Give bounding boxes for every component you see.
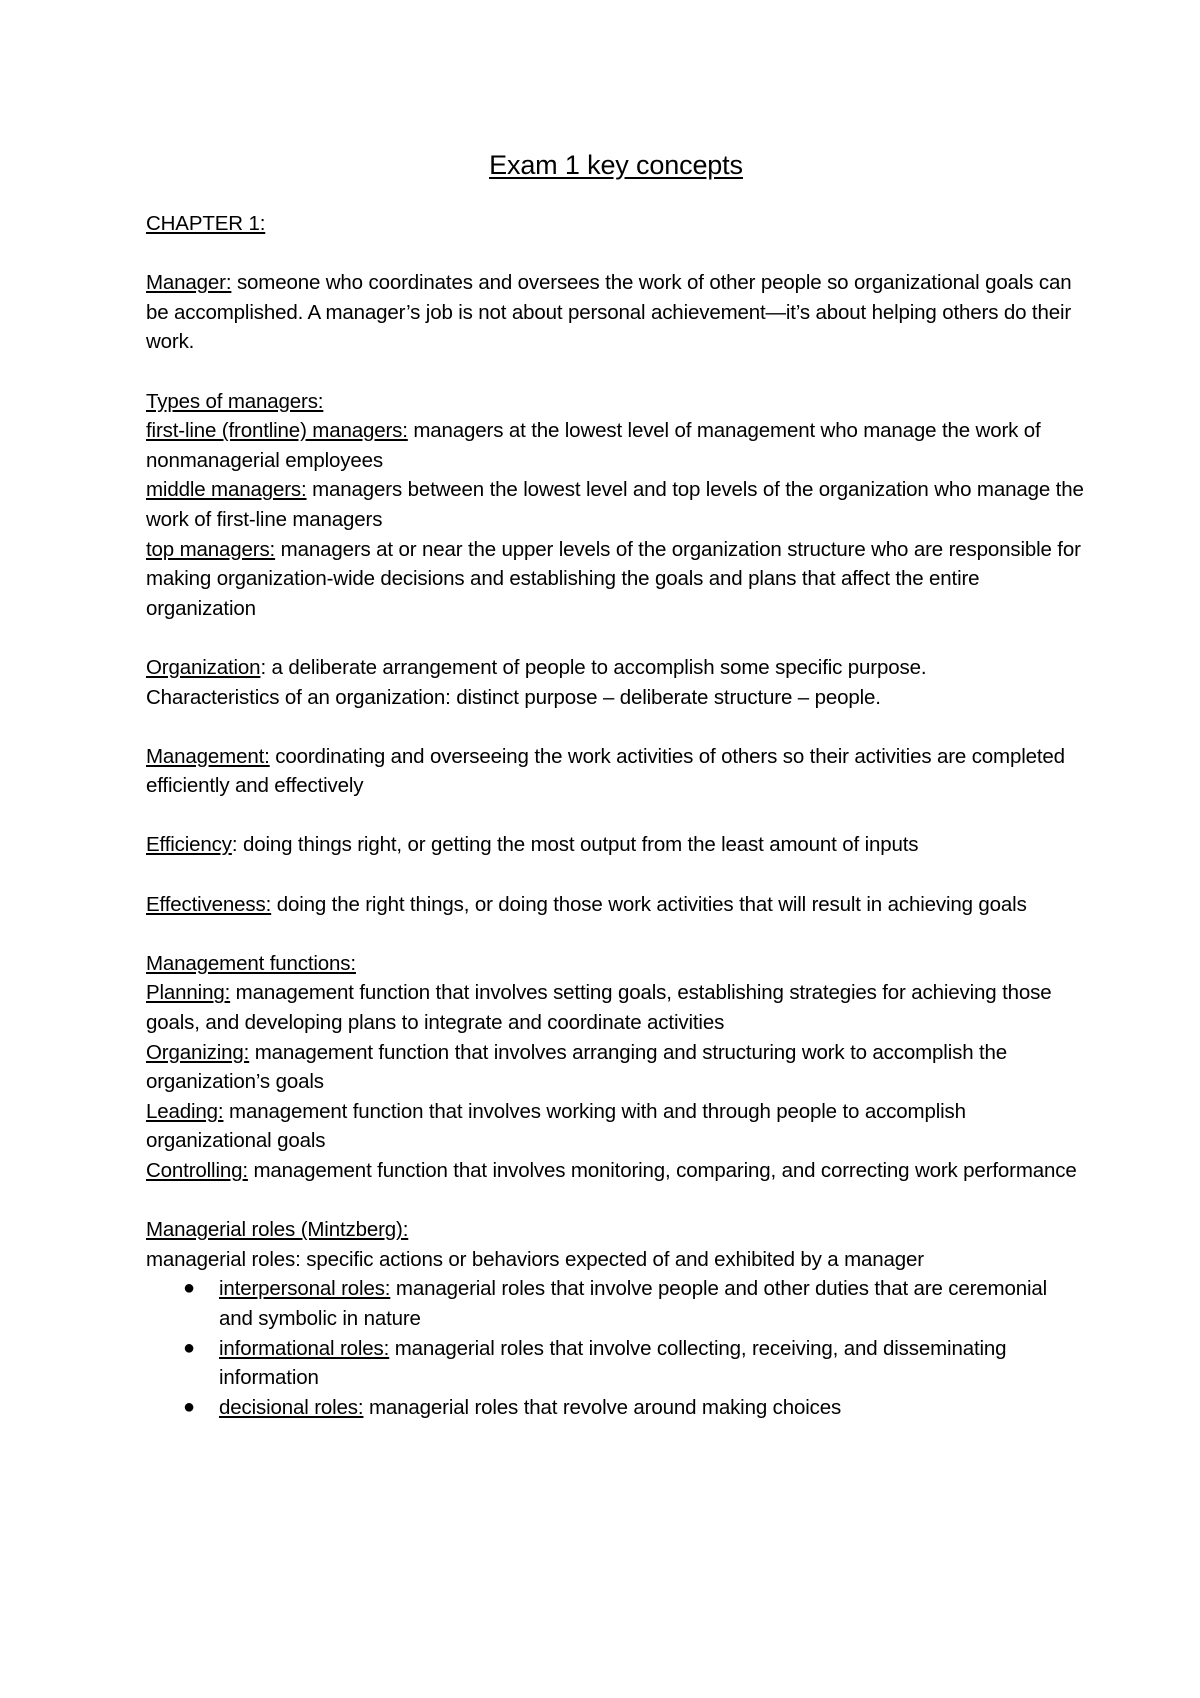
function-term: Planning:	[146, 981, 231, 1005]
types-heading-label: Types of managers:	[146, 389, 324, 413]
type-term: top managers:	[146, 537, 276, 561]
functions-heading	[146, 949, 1086, 979]
organization-definition	[146, 653, 1086, 683]
spacer	[146, 919, 1086, 949]
function-text: management function that involves monitoring, comparing, and correcting work performance	[247, 1159, 1077, 1182]
management-definition	[146, 742, 1086, 801]
function-controlling	[146, 1156, 1086, 1186]
management-text: coordinating and overseeing the work activities of others so their activities are completed efficiently and effectively	[146, 744, 1065, 798]
types-heading	[146, 387, 1086, 417]
manager-term: Manager:	[146, 271, 232, 295]
organization-characteristics: Characteristics of an organization: distinct purpose – deliberate structure – people.	[146, 685, 881, 709]
effectiveness-definition	[146, 890, 1086, 920]
spacer	[146, 860, 1086, 890]
function-planning	[146, 978, 1086, 1037]
spacer	[146, 239, 1086, 269]
spacer	[146, 712, 1086, 742]
type-first-line	[146, 416, 1086, 475]
roles-intro: managerial roles: specific actions or behaviors expected of and exhibited by a manager	[146, 1247, 924, 1271]
role-term: informational roles:	[219, 1336, 390, 1360]
type-text: managers between the lowest level and top levels of the organization who manage the work of first-line managers	[146, 478, 1084, 531]
type-top	[146, 535, 1086, 624]
document-title: Exam 1 key concepts	[489, 150, 743, 180]
bullet-icon: ●	[183, 1395, 195, 1418]
chapter-label: CHAPTER 1:	[146, 212, 266, 235]
organization-term: Organization	[146, 655, 261, 679]
function-text: management function that involves arranging and structuring work to accomplish the organization’s goals	[146, 1040, 1008, 1094]
function-term: Leading:	[146, 1099, 224, 1123]
list-item	[183, 1393, 1086, 1423]
roles-list	[146, 1274, 1086, 1422]
type-term: middle managers:	[146, 478, 307, 502]
organization-text: : a deliberate arrangement of people to accomplish some specific purpose.	[260, 655, 927, 679]
spacer	[146, 623, 1086, 653]
type-text: managers at the lowest level of management who manage the work of nonmanagerial employees	[146, 419, 1041, 472]
bullet-icon: ●	[183, 1336, 195, 1359]
function-text: management function that involves working with and through people to accomplish organizational goals	[146, 1099, 966, 1153]
function-term: Controlling:	[146, 1159, 248, 1182]
efficiency-text: : doing things right, or getting the most output from the least amount of inputs	[231, 833, 919, 857]
bullet-icon: ●	[183, 1277, 195, 1300]
management-term: Management:	[146, 744, 270, 768]
type-middle	[146, 475, 1086, 534]
function-organizing	[146, 1038, 1086, 1097]
manager-text: someone who coordinates and oversees the work of other people so organizational goals can be accomplished. A manager’s job is not about personal achievement—it’s about helping others do their work.	[146, 271, 1072, 354]
document-page	[146, 147, 1086, 1422]
type-term: first-line (frontline) managers:	[146, 419, 408, 443]
list-item	[183, 1274, 1086, 1333]
effectiveness-term: Effectiveness:	[146, 892, 272, 916]
type-text: managers at or near the upper levels of the organization structure who are responsible for making organization-wide decisions and establishing the goals and plans that affect the entire organization	[146, 537, 1081, 620]
functions-heading-label: Management functions:	[146, 951, 356, 975]
function-term: Organizing:	[146, 1040, 250, 1064]
manager-definition	[146, 268, 1086, 357]
roles-heading	[146, 1215, 1086, 1245]
effectiveness-text: doing the right things, or doing those work activities that will result in achieving goals	[271, 892, 1027, 916]
role-text: managerial roles that revolve around making choices	[363, 1395, 842, 1419]
spacer	[146, 1186, 1086, 1216]
role-text: managerial roles that involve people and other duties that are ceremonial and symbolic in nature	[219, 1277, 1048, 1330]
efficiency-definition	[146, 830, 1086, 860]
role-term: interpersonal roles:	[219, 1277, 391, 1301]
spacer	[146, 357, 1086, 387]
chapter-heading	[146, 209, 1086, 239]
efficiency-term: Efficiency	[146, 833, 232, 857]
spacer	[146, 801, 1086, 831]
function-text: management function that involves setting goals, establishing strategies for achieving those goals, and developing plans to integrate and coordinate activities	[146, 981, 1052, 1035]
list-item	[183, 1334, 1086, 1393]
function-leading	[146, 1097, 1086, 1156]
role-term: decisional roles:	[219, 1395, 364, 1419]
role-text: managerial roles that involve collecting, receiving, and disseminating information	[219, 1336, 1007, 1390]
roles-heading-label: Managerial roles (Mintzberg):	[146, 1218, 409, 1242]
